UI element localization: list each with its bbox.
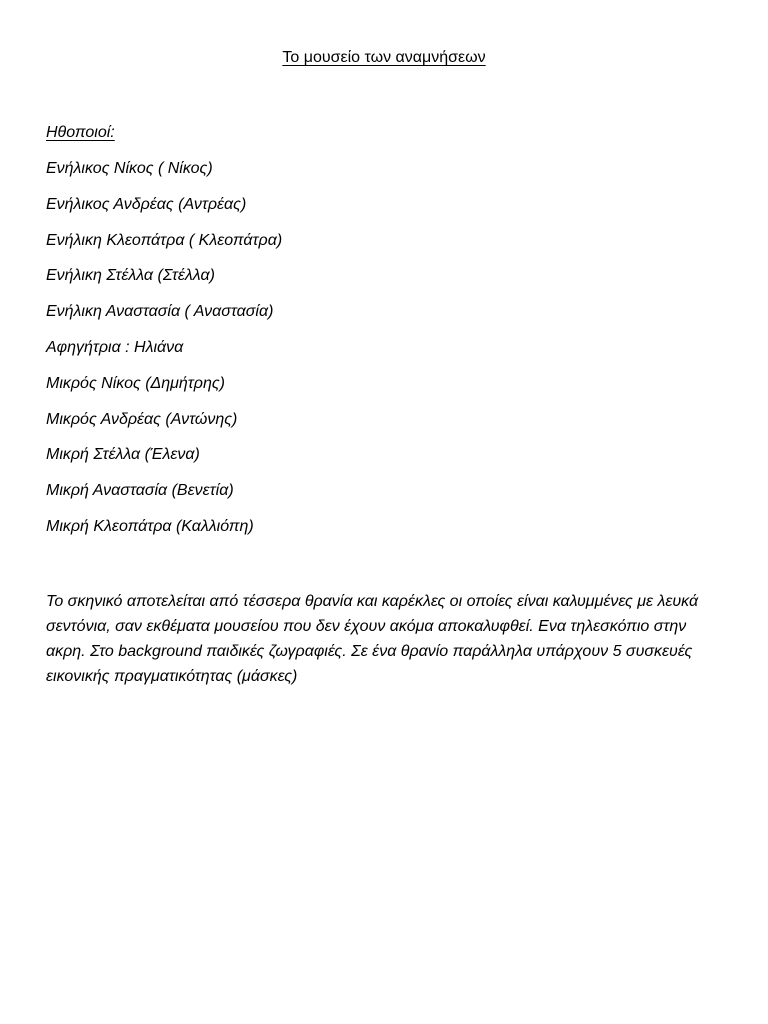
cast-item: Μικρός Νίκος (Δημήτρης) <box>46 374 225 392</box>
cast-item: Ενήλικος Νίκος ( Νίκος) <box>46 160 213 177</box>
cast-item: Ενήλικη Αναστασία ( Αναστασία) <box>46 303 274 321</box>
cast-item: Μικρή Αναστασία (Βενετία) <box>46 482 234 500</box>
cast-heading: Ηθοποιοί: <box>46 124 115 141</box>
cast-item: Ενήλικη Στέλλα (Στέλλα) <box>46 267 215 285</box>
cast-item: Αφηγήτρια : Ηλιάνα <box>46 338 184 356</box>
cast-item: Μικρή Στέλλα (Έλενα) <box>46 446 200 464</box>
cast-item: Ενήλικος Ανδρέας (Αντρέας) <box>46 195 247 213</box>
scene-description: Το σκηνικό αποτελείται από τέσσερα θρανία και καρέκλες οι οποίες είναι καλυμμένες με λευκά σεντόνια, σαν εκθέματα μουσείου που δεν έχουν ακόμα αποκαλυφθεί. Ενα τηλεσκόπιο στην ακρη. Στο background παιδικές ζωγραφιές. Σε ένα θρανίο παράλληλα υπάρχουν 5 συσκευές εικονικής πραγματικότητας (μάσκες) <box>46 593 699 685</box>
cast-item: Μικρή Κλεοπάτρα (Καλλιόπη) <box>46 517 254 535</box>
page-title: Το μουσείο των αναμνήσεων <box>282 49 486 66</box>
cast-item: Μικρός Ανδρέας (Αντώνης) <box>46 410 238 428</box>
cast-list <box>46 159 282 553</box>
cast-item: Ενήλικη Κλεοπάτρα ( Κλεοπάτρα) <box>46 231 283 249</box>
